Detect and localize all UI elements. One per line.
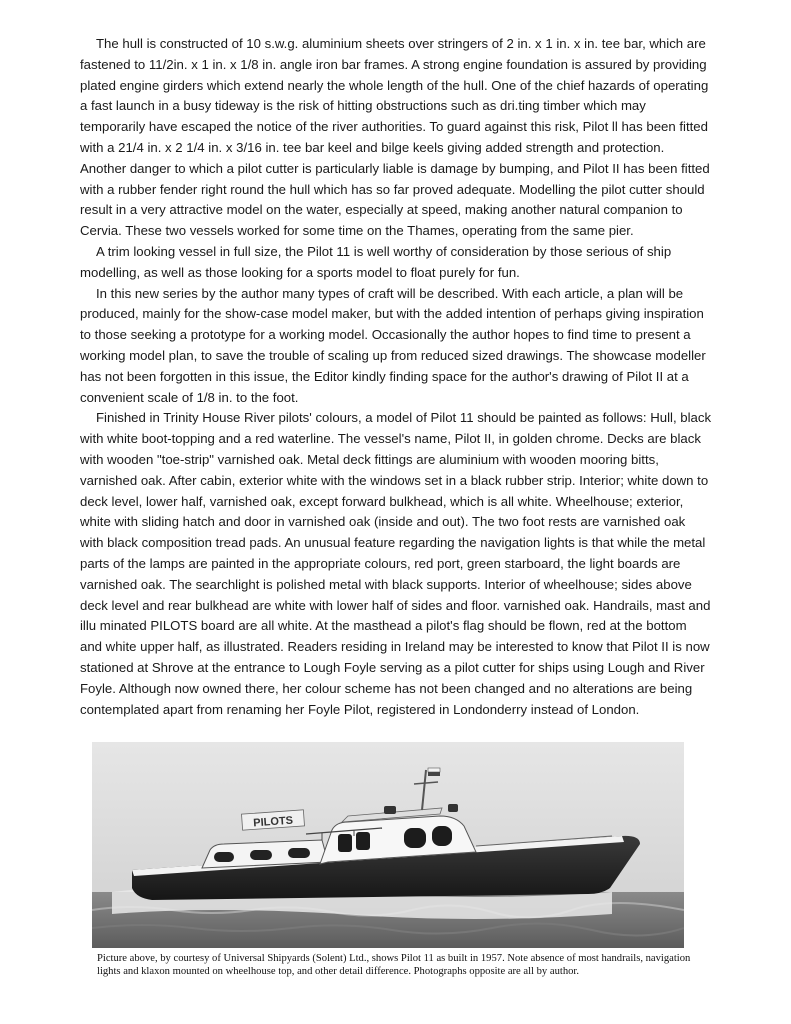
paragraph-hull-construction: The hull is constructed of 10 s.w.g. aluminium sheets over stringers of 2 in. x 1 in. x in. tee bar, which are fastened to 11/2in. x 1 in. x 1/8 in. angle iron bar frames. A strong engine foundation is assured by providing plated engine girders which extend nearly the whole length of the hull. One of the chief hazards of operating a fast launch in a busy tideway is the risk of hitting obstructions such as dri.ting timber which may temporarily have escaped the notice of the river authorities. To guard against this risk, Pilot ll has been fitted with a 21/4 in. x 2 1/4 in. x 3/16 in. tee bar keel and bilge keels giving added strength and protection. Another danger to which a pilot cutter is particularly liable is damage by bumping, and Pilot II has been fitted with a rubber fender right round the hull which has so far proved adequate. Modelling the pilot cutter should result in a very attractive model on the water, especially at speed, making another natural companion to Cervia. These two vessels worked for some time on the Thames, operating from the same pier.: [80, 36, 710, 239]
wheelhouse-window: [404, 828, 426, 848]
pilot-boat-photo: [92, 742, 684, 948]
pilot-flag-upper: [428, 768, 440, 772]
photo-caption: Picture above, by courtesy of Universal Shipyards (Solent) Ltd., shows Pilot 11 as built in 1957. Note absence of most handrails, navigation lights and klaxon mounted on wheelhouse top, and other detail difference. Photographs opposite are all by author.: [97, 953, 691, 977]
wheelhouse-window: [356, 832, 370, 850]
searchlight: [384, 806, 396, 814]
paragraph-colour-scheme: Finished in Trinity House River pilots' colours, a model of Pilot 11 should be painted as follows: Hull, black with white boot-topping and a red waterline. The vessel's name, Pilot II, in golden chrome. Decks are black with wooden "toe-strip" varnished oak. Metal deck fittings are aluminium with wooden mooring bitts, varnished oak. After cabin, exterior white with the windows set in a black rubber strip. Interior; white down to deck level, lower half, varnished oak, except forward bulkhead, which is all white. Wheelhouse; exterior, white with sliding hatch and door in varnished oak (inside and out). The two foot rests are varnished oak with black composition tread pads. An unusual feature regarding the navigation lights is that while the metal parts of the lamps are painted in the appropriate colours, red port, green starboard, the light boards are varnished oak. The searchlight is polished metal with black supports. Interior of wheelhouse; sides above deck level and rear bulkhead are white with lower half of sides and floor. varnished oak. Handrails, mast and illu minated PILOTS board are all white. At the masthead a pilot's flag should be flown, red at the bottom and white upper half, as illustrated. Readers residing in Ireland may be interested to know that Pilot II is now stationed at Shrove at the entrance to Lough Foyle serving as a pilot cutter for ships using Lough and River Foyle. Although now owned there, her colour scheme has not been changed and no alterations are being contemplated apart from renaming her Foyle Pilot, registered in Londonderry instead of London.: [80, 410, 712, 717]
article-body: [80, 34, 712, 720]
paragraph-new-series: In this new series by the author many types of craft will be described. With each article, a plan will be produced, mainly for the show-case model maker, but with the added intention of perhaps giving inspiration to those seeking a prototype for a working model. Occasionally the author hopes to find time to present a working model plan, to save the trouble of scaling up from reduced sized drawings. The showcase modeller has not been forgotten in this issue, the Editor kindly finding space for the author's drawing of Pilot II at a convenient scale of 1/8 in. to the foot.: [80, 285, 706, 405]
cabin-window: [214, 852, 234, 862]
paragraph-trim-vessel: A trim looking vessel in full size, the Pilot 11 is well worthy of consideration by those serious of ship modelling, as well as those looking for a sports model to float purely for fun.: [80, 243, 672, 280]
klaxon: [448, 804, 458, 812]
wheelhouse-window: [338, 834, 352, 852]
cabin-window: [250, 850, 272, 860]
cabin-window: [288, 848, 310, 858]
boat-illustration: [92, 742, 684, 948]
pilot-flag-lower: [428, 772, 440, 776]
pilots-board-text: PILOTS: [252, 814, 294, 830]
wheelhouse-window: [432, 826, 452, 846]
